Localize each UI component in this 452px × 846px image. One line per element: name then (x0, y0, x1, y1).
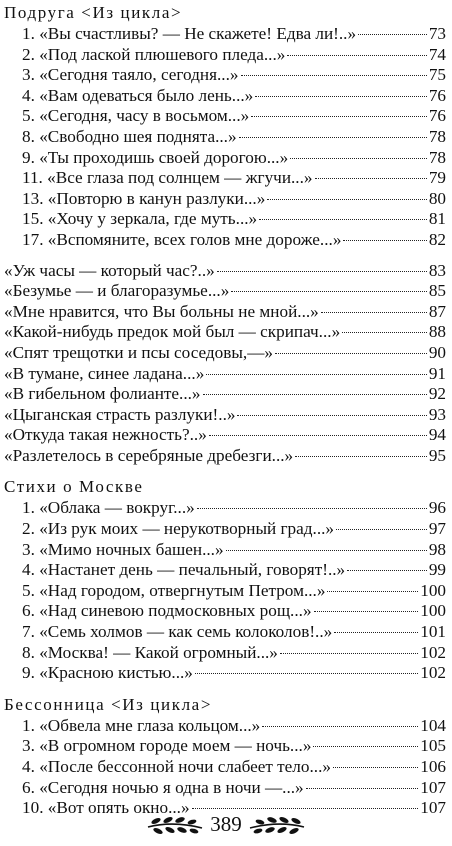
toc-entry (0, 127, 452, 148)
entry-page-number: 97 (428, 519, 446, 539)
dot-leader (290, 158, 427, 159)
entry-page-number: 78 (428, 147, 446, 167)
entry-title: 9. «Ты проходишь своей дорогою...» (22, 147, 289, 167)
dot-leader (262, 726, 418, 727)
toc-entry (0, 24, 452, 45)
entry-page-number: 75 (428, 65, 446, 85)
dot-leader (226, 550, 427, 551)
entry-page-number: 85 (428, 281, 446, 301)
dot-leader (241, 75, 427, 76)
dot-leader (358, 34, 427, 35)
section-heading: Стихи о Москве (4, 477, 144, 497)
entry-title: 11. «Все глаза под солнцем — жгучи...» (22, 168, 313, 188)
dot-leader (280, 653, 418, 654)
entry-title: 7. «Семь холмов — как семь колоколов!..» (22, 622, 333, 642)
toc-entry (0, 601, 452, 622)
dot-leader (342, 332, 427, 333)
entry-title: 4. «Вам одеваться было лень...» (22, 85, 254, 105)
dot-leader (197, 508, 427, 509)
entry-page-number: 95 (428, 445, 446, 465)
toc-entry (0, 622, 452, 643)
entry-title: 1. «Вы счастливы? — Не скажете! Едва ли!..» (22, 24, 357, 43)
entry-title: «В тумане, синее ладана...» (4, 363, 205, 383)
entry-title: «В гибельном фолианте...» (4, 384, 201, 404)
entry-title: 6. «Сегодня ночью я одна в ночи —...» (22, 777, 304, 797)
laurel-left-icon (146, 815, 204, 835)
entry-title: «Спят трещотки и псы соседовы,—» (4, 342, 274, 362)
toc-entry (0, 498, 452, 519)
section-gap (0, 466, 452, 476)
entry-page-number: 76 (428, 85, 446, 105)
entry-title: 9. «Красною кистью...» (22, 663, 193, 683)
entry-page-number: 94 (428, 425, 446, 445)
entry-title: 8. «Москва! — Какой огромный...» (22, 642, 278, 662)
entry-page-number: 107 (420, 777, 446, 797)
toc-entry (0, 209, 452, 230)
entry-page-number: 90 (428, 342, 446, 362)
toc-entry (0, 65, 452, 86)
toc-entry (0, 364, 452, 385)
toc-entry (0, 540, 452, 561)
entry-title: 5. «Сегодня, часу в восьмом...» (22, 106, 250, 126)
toc-entry (0, 384, 452, 405)
entry-page-number: 102 (420, 642, 446, 662)
toc-entry (0, 663, 452, 684)
table-of-contents (0, 2, 452, 819)
entry-page-number: 87 (428, 301, 446, 321)
dot-leader (343, 240, 426, 241)
entry-page-number: 99 (428, 560, 446, 580)
toc-entry (0, 261, 452, 282)
dot-leader (321, 312, 427, 313)
dot-leader (237, 415, 426, 416)
entry-title: 13. «Повторю в канун разлуки...» (22, 188, 266, 208)
section-heading: Подруга <Из цикла> (4, 3, 183, 22)
dot-leader (259, 219, 427, 220)
toc-entry (0, 168, 452, 189)
toc-entry (0, 230, 452, 251)
dot-leader (231, 291, 427, 292)
dot-leader (336, 529, 427, 530)
dot-leader (275, 353, 427, 354)
entry-page-number: 98 (428, 539, 446, 559)
entry-title: 1. «Облака — вокруг...» (22, 498, 195, 518)
entry-title: «Безумье — и благоразумье...» (4, 281, 230, 301)
entry-page-number: 106 (420, 757, 446, 776)
entry-page-number: 104 (420, 715, 446, 735)
entry-title: 10. «Вот опять окно...» (22, 798, 190, 818)
dot-leader (295, 456, 427, 457)
dot-leader (327, 591, 418, 592)
entry-page-number: 107 (420, 798, 446, 818)
toc-entry (0, 86, 452, 107)
toc-entry (0, 560, 452, 581)
entry-page-number: 101 (420, 622, 446, 642)
dot-leader (192, 808, 419, 809)
toc-entry (0, 519, 452, 540)
dot-leader (313, 746, 418, 747)
dot-leader (333, 767, 418, 768)
section-heading: Бессонница <Из цикла> (4, 694, 213, 714)
dot-leader (315, 178, 427, 179)
dot-leader (217, 271, 427, 272)
entry-page-number: 93 (428, 404, 446, 424)
entry-title: 1. «Обвела мне глаза кольцом...» (22, 715, 261, 735)
entry-page-number: 74 (428, 44, 446, 64)
entry-title: «Разлетелось в серебряные дребезги...» (4, 445, 294, 465)
toc-entry (0, 302, 452, 323)
entry-page-number: 78 (428, 126, 446, 146)
dot-leader (206, 374, 427, 375)
entry-title: «Какой-нибудь предок мой был — скрипач...» (4, 322, 341, 342)
entry-title: «Откуда такая нежность?..» (4, 425, 207, 445)
page-footer (0, 812, 452, 837)
dot-leader (347, 570, 427, 571)
dot-leader (287, 55, 426, 56)
entry-page-number: 92 (428, 384, 446, 404)
entry-page-number: 79 (428, 168, 446, 188)
toc-entry (0, 643, 452, 664)
dot-leader (251, 116, 427, 117)
toc-entry (0, 405, 452, 426)
toc-entry (0, 322, 452, 343)
entry-page-number: 83 (428, 260, 446, 280)
toc-entry (0, 106, 452, 127)
entry-title: 2. «Под лаской плюшевого пледа...» (22, 44, 286, 64)
entry-title: «Мне нравится, что Вы больны не мной...» (4, 301, 319, 321)
dot-leader (209, 435, 427, 436)
entry-page-number: 81 (428, 209, 446, 229)
toc-entry (0, 778, 452, 799)
toc-entry (0, 716, 452, 737)
toc-entry (0, 446, 452, 467)
toc-entry (0, 45, 452, 66)
entry-title: 8. «Свободно шея поднята...» (22, 126, 237, 146)
entry-title: 6. «Над синевою подмосковных рощ...» (22, 601, 312, 621)
toc-entry (0, 148, 452, 169)
entry-title: «Цыганская страсть разлуки!..» (4, 404, 236, 424)
entry-page-number: 105 (420, 736, 446, 756)
dot-leader (334, 632, 418, 633)
laurel-right-icon (248, 815, 306, 835)
entry-page-number: 80 (428, 188, 446, 208)
entry-page-number: 96 (428, 498, 446, 518)
entry-page-number: 100 (420, 601, 446, 621)
toc-entry (0, 343, 452, 364)
toc-entry (0, 425, 452, 446)
entry-page-number: 88 (428, 322, 446, 342)
entry-title: 4. «Настанет день — печальный, говорят!..» (22, 560, 346, 580)
entry-title: 17. «Вспомяните, всех голов мне дороже...» (22, 229, 342, 249)
page-number: 389 (210, 812, 242, 836)
entry-title: 15. «Хочу у зеркала, где муть...» (22, 209, 258, 229)
dot-leader (314, 611, 419, 612)
section-gap (0, 684, 452, 694)
entry-page-number: 102 (420, 663, 446, 683)
section-gap (0, 251, 452, 261)
dot-leader (203, 394, 427, 395)
dot-leader (255, 96, 427, 97)
entry-title: 5. «Над городом, отвергнутым Петром...» (22, 580, 326, 600)
dot-leader (267, 199, 427, 200)
dot-leader (239, 137, 427, 138)
toc-entry (0, 757, 452, 778)
entry-page-number: 91 (428, 363, 446, 383)
toc-entry (0, 189, 452, 210)
dot-leader (195, 673, 418, 674)
entry-title: 3. «В огромном городе моем — ночь...» (22, 736, 312, 756)
entry-title: 4. «После бессонной ночи слабеет тело...» (22, 757, 331, 776)
entry-title: 3. «Сегодня таяло, сегодня...» (22, 65, 239, 85)
entry-title: 2. «Из рук моих — нерукотворный град...» (22, 519, 335, 539)
entry-page-number: 76 (428, 106, 446, 126)
entry-title: 3. «Мимо ночных башен...» (22, 539, 224, 559)
dot-leader (306, 788, 419, 789)
toc-entry (0, 281, 452, 302)
toc-entry (0, 736, 452, 757)
entry-page-number: 73 (428, 24, 446, 43)
toc-entry (0, 581, 452, 602)
entry-page-number: 82 (428, 229, 446, 249)
entry-title: «Уж часы — который час?..» (4, 260, 215, 280)
entry-page-number: 100 (420, 580, 446, 600)
